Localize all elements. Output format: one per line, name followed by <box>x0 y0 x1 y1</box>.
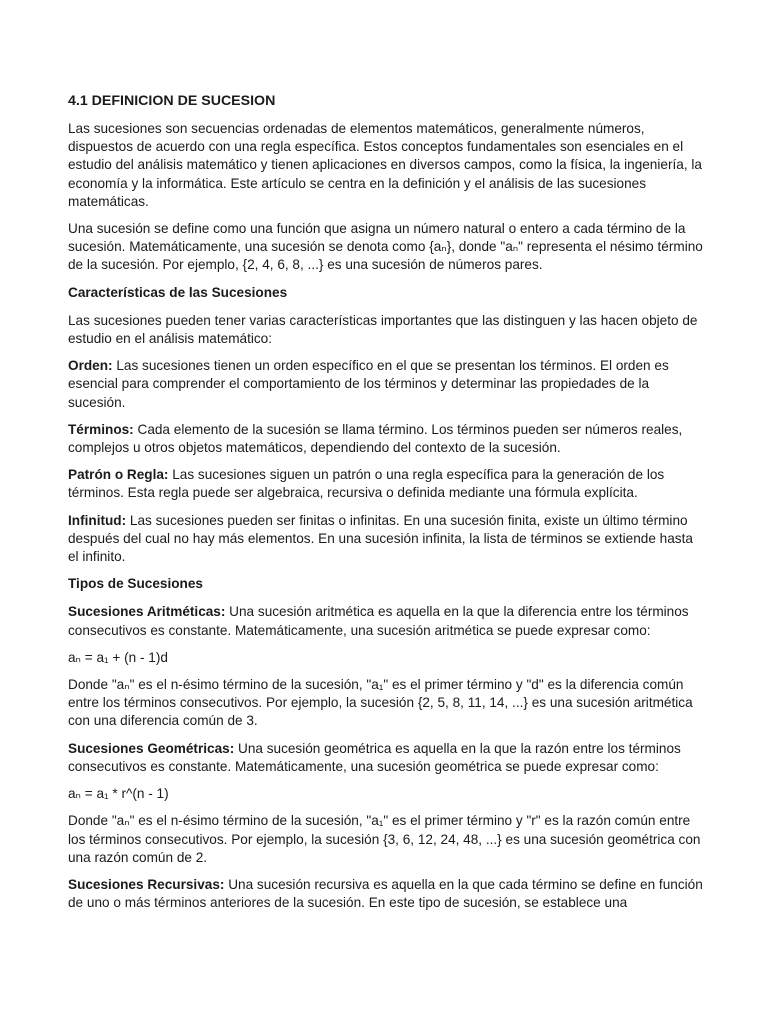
arithmetic-text: Una sucesión aritmética es aquella en la que la diferencia entre los términos consecutivos es constante. Matemáticamente, una sucesión aritmética se puede expresar como: <box>68 604 689 638</box>
characteristic-text: Cada elemento de la sucesión se llama término. Los términos pueden ser números reales, complejos u otros objetos matemáticos, dependiendo del contexto de la sucesión. <box>68 421 683 456</box>
characteristic-text: Las sucesiones pueden ser finitas o infinitas. En una sucesión finita, existe un último término después del cual no hay más elementos. En una sucesión infinita, la lista de términos se extiende hasta el infinito. <box>68 512 693 565</box>
document-page <box>68 92 704 921</box>
arithmetic-definition <box>68 603 704 639</box>
geometric-explanation: Donde "aₙ" es el n-ésimo término de la sucesión, "a₁" es el primer término y "r" es la razón común entre los términos consecutivos. Por ejemplo, la sucesión {3, 6, 12, 24, 48, ...} es una sucesión geométrica con una razón común de 2. <box>68 813 701 865</box>
characteristics-heading: Características de las Sucesiones <box>68 284 288 300</box>
geometric-formula: aₙ = a₁ * r^(n - 1) <box>68 786 169 802</box>
characteristic-label: Orden: <box>68 358 113 374</box>
arithmetic-explanation: Donde "aₙ" es el n-ésimo término de la sucesión, "a₁" es el primer término y "d" es la diferencia común entre los términos consecutivos. Por ejemplo, la sucesión {2, 5, 8, 11, 14, ...} es una sucesión aritmética con una diferencia común de 3. <box>68 677 693 729</box>
arithmetic-label: Sucesiones Aritméticas: <box>68 604 226 620</box>
geometric-definition <box>68 740 704 776</box>
characteristic-label: Infinitud: <box>68 512 127 528</box>
characteristics-intro: Las sucesiones pueden tener varias características importantes que las distinguen y las hacen objeto de estudio en el análisis matemático: <box>68 312 698 347</box>
characteristic-text: Las sucesiones tienen un orden específico en el que se presentan los términos. El orden es esencial para comprender el comportamiento de los términos y determinar las propiedades de la sucesión. <box>68 358 669 410</box>
intro-paragraph-2: Una sucesión se define como una función que asigna un número natural o entero a cada término de la sucesión. Matemáticamente, una sucesión se denota como {aₙ}, donde "aₙ" representa el nésimo término de la sucesión. Por ejemplo, {2, 4, 6, 8, ...} es una sucesión de números pares. <box>68 221 703 273</box>
types-heading: Tipos de Sucesiones <box>68 576 203 592</box>
characteristic-terms <box>68 421 704 457</box>
geometric-text: Una sucesión geométrica es aquella en la que la razón entre los términos consecutivos es constante. Matemáticamente, una sucesión geométrica se puede expresar como: <box>68 740 681 774</box>
characteristic-infinity <box>68 512 704 567</box>
characteristic-label: Patrón o Regla: <box>68 467 169 483</box>
arithmetic-formula: aₙ = a₁ + (n - 1)d <box>68 649 168 665</box>
recursive-label: Sucesiones Recursivas: <box>68 876 225 892</box>
characteristic-text: Las sucesiones siguen un patrón o una regla específica para la generación de los términos. Esta regla puede ser algebraica, recursiva o definida mediante una fórmula explícita. <box>68 467 665 501</box>
characteristic-order <box>68 357 704 412</box>
geometric-label: Sucesiones Geométricas: <box>68 740 235 756</box>
characteristic-pattern <box>68 466 704 502</box>
recursive-text: Una sucesión recursiva es aquella en la que cada término se define en función de uno o más términos anteriores de la sucesión. En este tipo de sucesión, se establece una <box>68 876 703 911</box>
page-title: 4.1 DEFINICION DE SUCESION <box>68 93 276 109</box>
characteristic-label: Términos: <box>68 421 134 437</box>
intro-paragraph-1: Las sucesiones son secuencias ordenadas de elementos matemáticos, generalmente números, dispuestos de acuerdo con una regla específica. Estos conceptos fundamentales son esenciales en el estudio del análisis matemático y tienen aplicaciones en diversos campos, como la física, la ingeniería, la economía y la informática. Este artículo se centra en la definición y el análisis de las sucesiones matemáticas. <box>68 121 702 209</box>
recursive-definition <box>68 876 704 912</box>
